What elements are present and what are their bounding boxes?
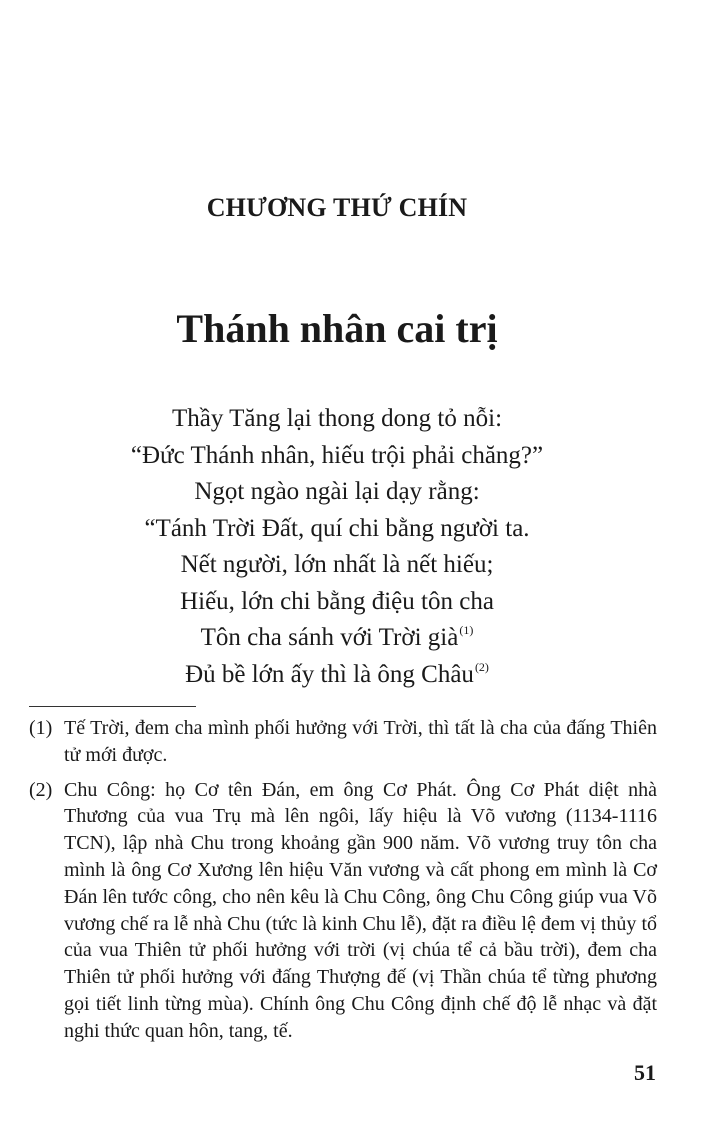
footnote-number: (1) bbox=[29, 717, 53, 739]
footnote-2 bbox=[29, 777, 657, 1045]
poem-line bbox=[0, 620, 674, 657]
poem-line-text: Tôn cha sánh với Trời già bbox=[200, 624, 459, 651]
poem-line-text: Thầy Tăng lại thong dong tỏ nỗi: bbox=[171, 405, 503, 432]
page-number: 51 bbox=[634, 1060, 656, 1085]
footnote-text: Tế Trời, đem cha mình phối hưởng với Trời, thì tất là cha của đấng Thiên tử mới được. bbox=[64, 717, 657, 766]
poem-line-text: Ngọt ngào ngài lại dạy rằng: bbox=[194, 478, 480, 505]
poem-line-text: Đủ bề lớn ấy thì là ông Châu bbox=[185, 660, 474, 688]
poem-line-text: “Tánh Trời Đất, quí chi bằng người ta. bbox=[144, 514, 530, 542]
poem bbox=[0, 401, 674, 693]
poem-line bbox=[0, 657, 674, 694]
footnote-ref-1[interactable]: (1) bbox=[459, 623, 474, 637]
poem-line-text: “Đức Thánh nhân, hiếu trội phải chăng?” bbox=[130, 441, 544, 469]
footnote-1 bbox=[29, 715, 657, 769]
footnote-text: Chu Công: họ Cơ tên Đán, em ông Cơ Phát. Ông Cơ Phát diệt nhà Thương của vua Trụ mà lên ngôi, lấy hiệu là Võ vương (1134-1116 TCN), lập nhà Chu trong khoảng gần 900 năm. Võ vương truy tôn cha mình là ông Cơ Xương lên hiệu Văn vương và cất phong em mình là Cơ Đán lên tước công, cho nên kêu là Chu Công, ông Chu Công giúp vua Võ vương chế ra lễ nhà Chu (tức là kinh Chu lễ), đặt ra điều lệ đem vị thủy tổ của vua Thiên tử phối hưởng với trời (vị chúa tể cả bầu trời), đem cha Thiên tử phối hưởng với đấng Thượng đế (vị Thần chúa tể từng phương gọi tiết linh từng mùa). Chính ông Chu Công định chế độ lễ nhạc và đặt nghi thức quan hôn, tang, tế. bbox=[64, 778, 657, 1042]
poem-line bbox=[0, 474, 674, 511]
footnote-number: (2) bbox=[29, 778, 53, 801]
footnote-ref-2[interactable]: (2) bbox=[474, 659, 489, 674]
chapter-heading: CHƯƠNG THỨ CHÍN bbox=[206, 193, 468, 222]
poem-line bbox=[0, 401, 674, 438]
footnotes bbox=[29, 715, 657, 1053]
chapter-title: Thánh nhân cai trị bbox=[176, 306, 498, 351]
footnote-separator bbox=[29, 706, 196, 707]
poem-line bbox=[0, 438, 674, 475]
poem-line-text: Hiếu, lớn chi bằng điệu tôn cha bbox=[180, 587, 494, 615]
poem-line bbox=[0, 584, 674, 621]
poem-line bbox=[0, 511, 674, 548]
poem-line-text: Nết người, lớn nhất là nết hiếu; bbox=[180, 551, 494, 578]
poem-line bbox=[0, 547, 674, 584]
